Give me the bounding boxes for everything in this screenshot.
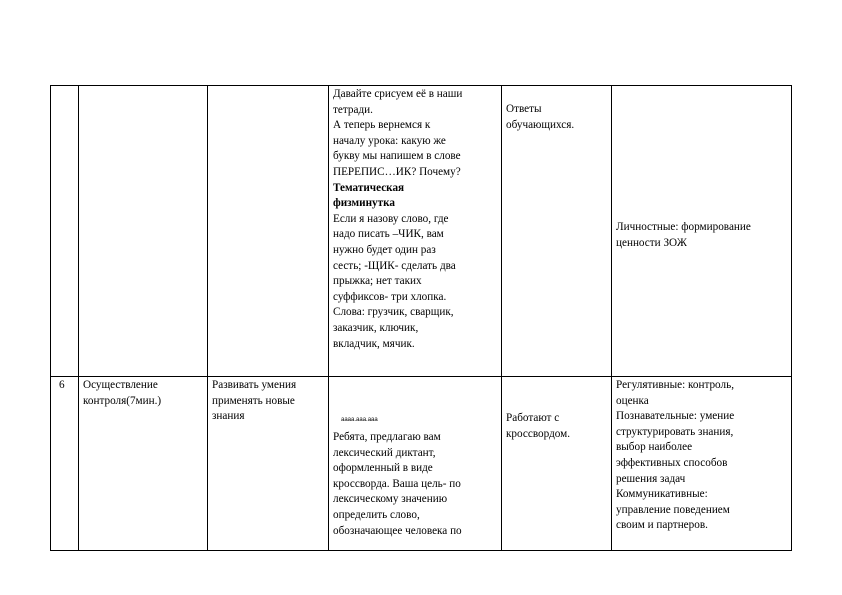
text-line: Развивать умения: [212, 379, 297, 391]
text-line: выбор наиболее: [616, 441, 693, 454]
text-line: Личностные: формирование: [616, 221, 751, 233]
image-caption: aaaa.aaa.aaa: [341, 417, 378, 423]
text-line: сесть; -ЩИК- сделать два: [333, 259, 456, 272]
text-line: лексическому значению: [333, 493, 448, 506]
text-line: оформленный в виде: [333, 462, 433, 475]
text-line: кроссворда. Ваша цель- по: [333, 477, 461, 490]
text-line: кроссвордом.: [506, 427, 571, 440]
goal-cell: [208, 377, 329, 551]
uud-cell: [612, 377, 792, 551]
student-activity-cell: [502, 377, 612, 551]
text-line: управление поведением: [616, 503, 730, 516]
text-line: Регулятивные: контроль,: [616, 379, 734, 391]
text-line: ценности ЗОЖ: [616, 236, 687, 249]
text-line: тетради.: [333, 103, 373, 116]
lesson-plan-table: [50, 85, 792, 551]
text-line: решения задач: [616, 472, 686, 485]
text-line: структурировать знания,: [616, 425, 734, 438]
teacher-activity-text: [333, 87, 498, 352]
text-line: оценка: [616, 394, 649, 407]
text-line: Работают с: [506, 412, 560, 424]
text-line: Познавательные: умение: [616, 410, 735, 423]
text-line: суффиксов- три хлопка.: [333, 290, 447, 303]
teacher-activity-cell: [329, 86, 502, 377]
number-cell: 6: [51, 377, 79, 551]
text-line: знания: [212, 410, 245, 423]
table-row: [51, 86, 792, 377]
text-line: началу урока: какую же: [333, 134, 446, 147]
student-activity-cell: [502, 86, 612, 377]
text-line: Коммуникативные:: [616, 488, 708, 501]
teacher-activity-cell: [329, 377, 502, 551]
text-line: ПЕРЕПИС…ИК? Почему?: [333, 165, 461, 178]
text-line: А теперь вернемся к: [333, 119, 431, 132]
number-cell: [51, 86, 79, 377]
text-line: применять новые: [212, 394, 295, 407]
text-line: нужно будет один раз: [333, 243, 436, 256]
text-line: Ребята, предлагаю вам: [333, 431, 441, 443]
text-line: контроля(7мин.): [83, 394, 162, 407]
text-line: Давайте срисуем её в наши: [333, 88, 463, 100]
table-row: [51, 377, 792, 551]
text-line: заказчик, ключик,: [333, 321, 419, 334]
text-line: вкладчик, мячик.: [333, 337, 415, 350]
stage-cell: [79, 377, 208, 551]
goal-cell: [208, 86, 329, 377]
text-line: букву мы напишем в слове: [333, 150, 461, 163]
text-line: обучающихся.: [506, 118, 575, 131]
fizminutka-heading: Тематическая: [333, 181, 405, 194]
text-line: Если я назову слово, где: [333, 212, 449, 225]
text-line: обозначающее человека по: [333, 524, 462, 537]
text-line: эффективных способов: [616, 456, 728, 469]
text-line: лексический диктант,: [333, 446, 436, 459]
text-line: Слова: грузчик, сварщик,: [333, 306, 454, 319]
text-line: надо писать –ЧИК, вам: [333, 228, 444, 241]
text-line: Ответы: [506, 103, 542, 115]
stage-cell: [79, 86, 208, 377]
text-line: Осуществление: [83, 379, 158, 391]
fizminutka-heading: физминутка: [333, 197, 395, 210]
text-line: прыжка; нет таких: [333, 275, 422, 288]
uud-cell: [612, 86, 792, 377]
text-line: определить слово,: [333, 508, 420, 521]
text-line: своим и партнеров.: [616, 519, 708, 532]
